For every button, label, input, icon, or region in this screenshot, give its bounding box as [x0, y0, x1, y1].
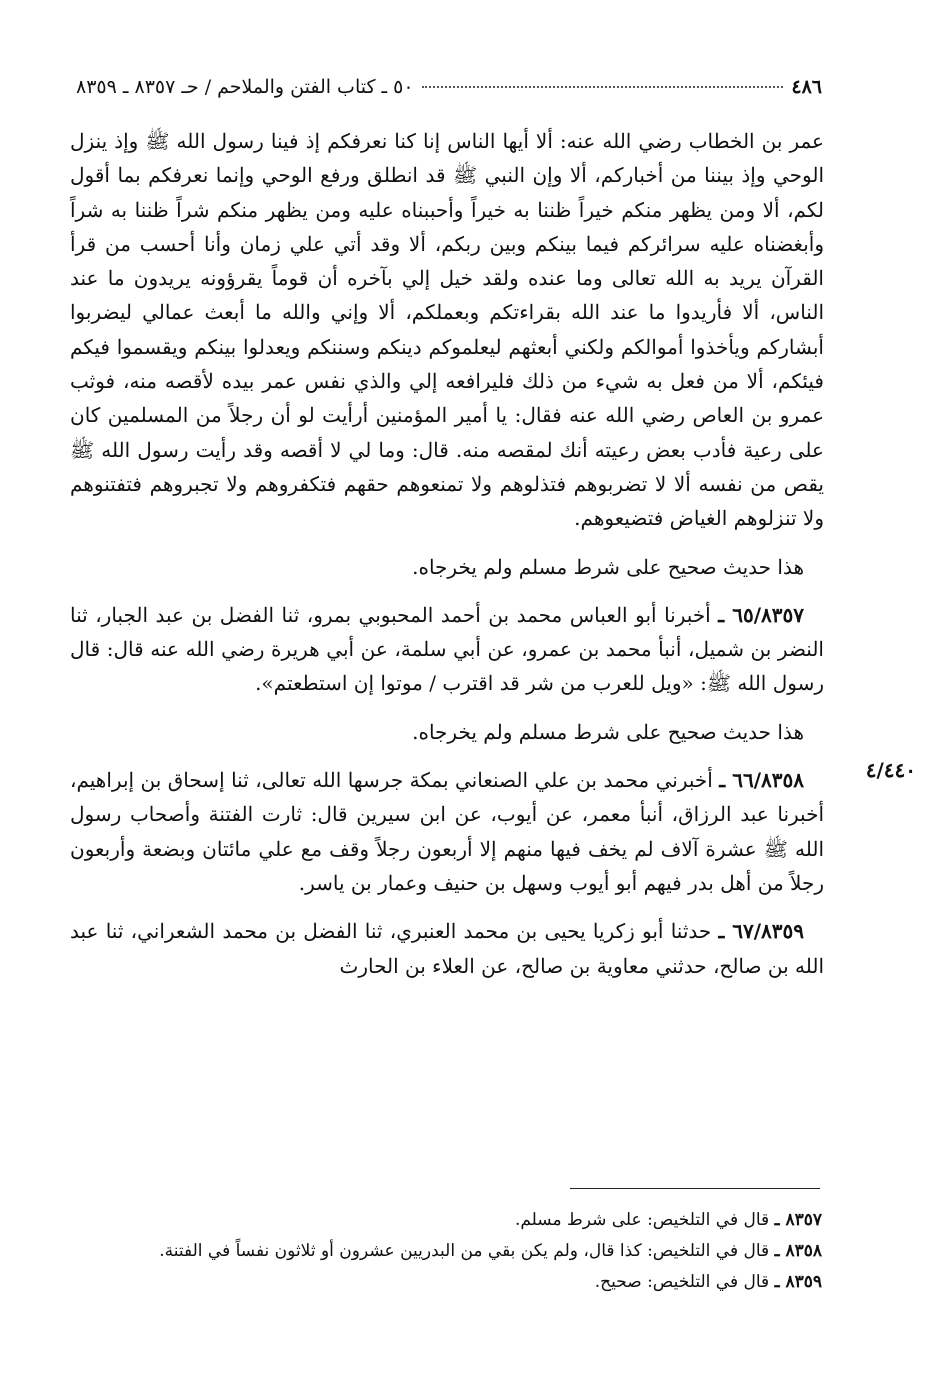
paragraph-text: أخبرنا أبو العباس محمد بن أحمد المحبوبي بمرو، ثنا الفضل بن عبد الجبار، ثنا النضر بن شميل، أنبأ محمد بن عمرو، عن أبي سلمة، عن أبي هريرة رضي الله عنه قال: قال رسول الله ﷺ: «ويل للعرب من شر قد اقترب / موتوا إن استطعتم». — [70, 602, 824, 696]
footnote — [70, 1236, 822, 1267]
paragraph-verdict — [70, 550, 824, 584]
hadith-number: ٦٦/٨٣٥٨ ـ — [719, 768, 804, 793]
hadith-number: ٦٥/٨٣٥٧ ـ — [718, 602, 805, 627]
hadith-entry — [70, 598, 824, 701]
footnote-number: ٨٣٥٧ ـ — [774, 1210, 822, 1230]
hadith-entry — [70, 763, 824, 900]
footnote-text: قال في التلخيص: على شرط مسلم. — [514, 1210, 770, 1230]
paragraph-text: عمر بن الخطاب رضي الله عنه: ألا أيها الناس إنا كنا نعرفكم إذ فينا رسول الله ﷺ وإذ ينزل الوحي وإذ بيننا من أخباركم، ألا وإن النبي ﷺ قد انطلق ورفع الوحي وإنما نعرفكم بما أقول لكم، ألا ومن يظهر منكم خيراً ظننا به خيراً وأحببناه عليه ومن يظهر منكم شراً ظننا به شراً وأبغضناه عليه سرائركم فيما بينكم وبين ربكم، ألا وقد أتي علي زمان وأنا أحسب من قرأ القرآن يريد به الله تعالى وما عنده ولقد خيل إلي بآخره أن قوماً يقرؤونه يريدون ما عند الناس، ألا فأريدوا ما عند الله بقراءتكم وبعملكم، ألا وإني والله ما أبعث عمالي ليضربوا أبشاركم ويأخذوا أموالكم ولكني أبعثهم ليعلموكم دينكم وسننكم ويعدلوا بينكم ويقسموا فيكم فيئكم، ألا من فعل به شيء من ذلك فليرافعه إلي والذي نفس عمر بيده لأقصه منه، فوثب عمرو بن العاص رضي الله عنه فقال: يا أمير المؤمنين أرأيت لو أن رجلاً من المسلمين كان على رعية فأدب بعض رعيته أنك لمقصه منه. قال: وما لي لا أقصه وقد رأيت رسول الله ﷺ يقص من نفسه ألا لا تضربوهم فتذلوهم ولا تمنعوهم حقهم فتكفروهم ولا تجبروهم فتفتنوهم ولا تنزلوهم الغياض فتضيعوهم. — [70, 129, 824, 531]
hadith-number: ٦٧/٨٣٥٩ ـ — [718, 919, 805, 944]
footnote-number: ٨٣٥٩ ـ — [774, 1272, 822, 1292]
footnote-text: قال في التلخيص: صحيح. — [594, 1272, 770, 1292]
margin-page-reference: ٤/٤٤٠ — [865, 758, 916, 782]
page-header — [76, 70, 822, 104]
footnote-divider — [570, 1188, 820, 1189]
hadith-entry — [70, 914, 824, 983]
main-text — [70, 124, 824, 983]
paragraph-text: هذا حديث صحيح على شرط مسلم ولم يخرجاه. — [412, 719, 804, 744]
page-number: ٤٨٦ — [791, 76, 822, 98]
footnote-text: قال في التلخيص: كذا قال، ولم يكن بقي من البدريين عشرون أو ثلاثون نفساً في الفتنة. — [159, 1241, 770, 1261]
paragraph-text: أخبرني محمد بن علي الصنعاني بمكة جرسها الله تعالى، ثنا إسحاق بن إبراهيم، أخبرنا عبد الرزاق، أنبأ معمر، عن أيوب، عن ابن سيرين قال: ثارت الفتنة وأصحاب رسول الله ﷺ عشرة آلاف لم يخف فيها منهم إلا أربعون رجلاً وقف مع علي مائتان وبضعة وأربعون رجلاً من أهل بدر فيهم أبو أيوب وسهل بن حنيف وعمار بن ياسر. — [70, 768, 824, 895]
footnote — [70, 1205, 822, 1236]
footnote — [70, 1267, 822, 1298]
running-title: ٥٠ ـ كتاب الفتن والملاحم / حـ ٨٣٥٧ ـ ٨٣٥٩ — [76, 76, 414, 98]
paragraph-verdict — [70, 715, 824, 749]
paragraph-text: حدثنا أبو زكريا يحيى بن محمد العنبري، ثنا الفضل بن محمد الشعراني، ثنا عبد الله بن صالح، حدثني معاوية بن صالح، عن العلاء بن الحارث — [70, 919, 824, 978]
paragraph — [70, 124, 824, 536]
footnotes — [70, 1205, 822, 1298]
footnote-number: ٨٣٥٨ ـ — [774, 1241, 822, 1261]
header-leader-dots — [422, 86, 784, 88]
paragraph-text: هذا حديث صحيح على شرط مسلم ولم يخرجاه. — [412, 554, 804, 579]
